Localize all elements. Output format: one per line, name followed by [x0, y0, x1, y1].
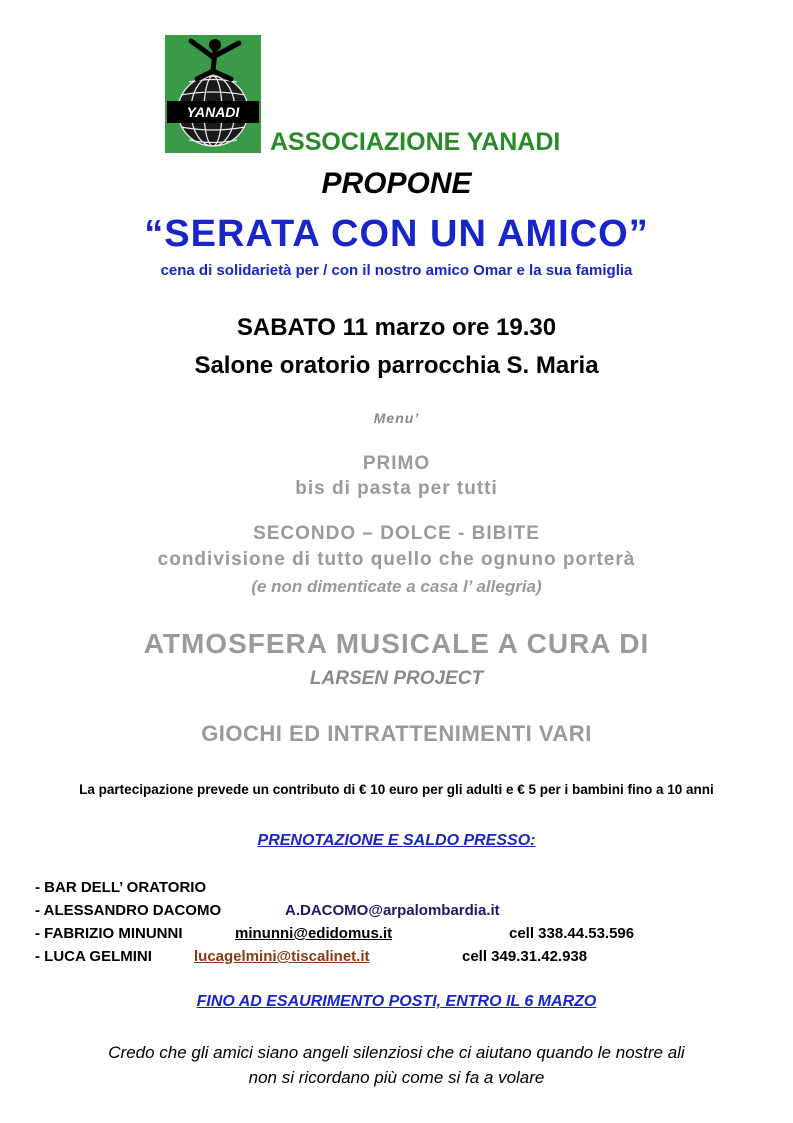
globe-figure-icon [165, 35, 261, 153]
contact-email-link[interactable]: lucagelmini@tiscalinet.it [194, 948, 370, 965]
contact-email-link[interactable]: A.DACOMO@arpalombardia.it [285, 902, 500, 919]
contact-name: - LUCA GELMINI [35, 948, 152, 965]
contact-row [35, 948, 152, 965]
contact-phone: cell 338.44.53.596 [509, 925, 635, 942]
quote-line-2: non si ricordano più come si fa a volare [248, 1068, 545, 1087]
contact-row [35, 925, 183, 942]
contact-name: - FABRIZIO MINUNNI [35, 925, 183, 942]
games-line: GIOCHI ED INTRATTENIMENTI VARI [201, 721, 592, 746]
music-heading: ATMOSFERA MUSICALE A CURA DI [143, 628, 650, 659]
menu-heading: Menu’ [373, 410, 420, 426]
contribution-text: La partecipazione prevede un contributo di € 10 euro per gli adulti e € 5 per i bambini fino a 10 anni [79, 782, 714, 797]
event-venue: Salone oratorio parrocchia S. Maria [194, 352, 599, 379]
event-date: SABATO 11 marzo ore 19.30 [236, 314, 557, 341]
yanadi-logo [165, 35, 261, 153]
secondo-note: (e non dimenticate a casa l’ allegria) [251, 577, 542, 596]
contact-phone: cell 349.31.42.938 [462, 948, 588, 965]
contact-name: - BAR DELL’ ORATORIO [35, 879, 207, 896]
contact-name: - ALESSANDRO DACOMO [35, 902, 222, 919]
primo-text: bis di pasta per tutti [295, 478, 498, 499]
deadline-text: FINO AD ESAURIMENTO POSTI, ENTRO IL 6 MARZO [196, 993, 597, 1010]
quote-line-1: Credo che gli amici siano angeli silenziosi che ci aiutano quando le nostre ali [108, 1043, 685, 1062]
propone-label: PROPONE [321, 167, 472, 200]
event-title: “SERATA CON UN AMICO” [144, 213, 649, 255]
music-band: LARSEN PROJECT [309, 668, 484, 689]
contact-email-link[interactable]: minunni@edidomus.it [235, 925, 393, 942]
association-name: ASSOCIAZIONE YANADI [270, 128, 561, 156]
contact-row [35, 902, 221, 919]
event-subtitle: cena di solidarietà per / con il nostro amico Omar e la sua famiglia [160, 262, 633, 279]
contact-row [35, 879, 206, 896]
primo-heading: PRIMO [362, 453, 431, 474]
secondo-heading: SECONDO – DOLCE - BIBITE [253, 523, 540, 544]
booking-heading: PRENOTAZIONE E SALDO PRESSO: [257, 832, 536, 849]
logo-text: YANADI [186, 104, 240, 120]
secondo-text: condivisione di tutto quello che ognuno porterà [157, 549, 636, 570]
